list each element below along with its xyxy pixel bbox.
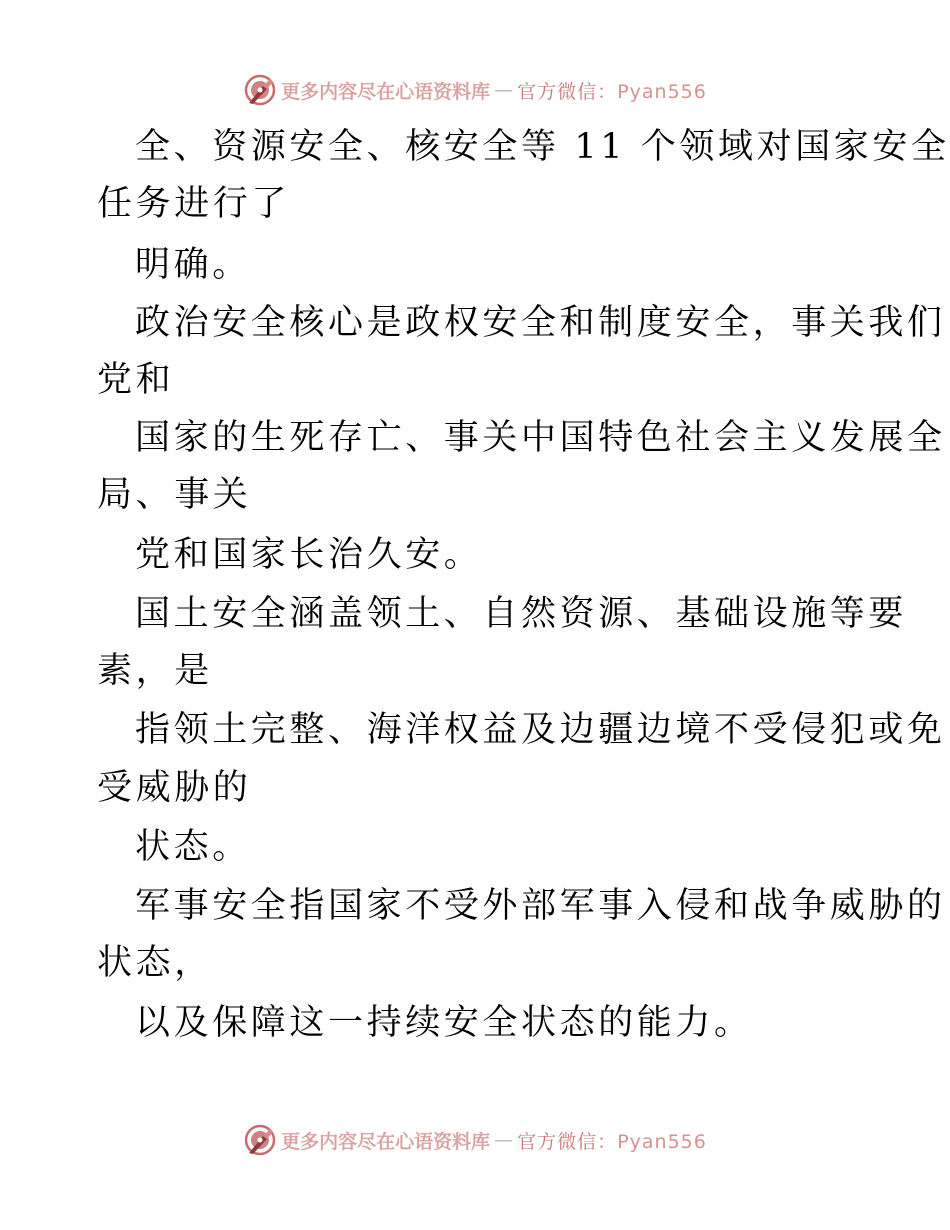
body-line: 全、资源安全、核安全等 11 个领域对国家安全 bbox=[135, 127, 950, 167]
pen-logo-icon bbox=[243, 1123, 277, 1157]
watermark-contact-label: 官方微信： bbox=[517, 1130, 618, 1153]
body-line: 以及保障这一持续安全状态的能力。 bbox=[135, 1003, 753, 1043]
body-line: 政治安全核心是政权安全和制度安全，事关我们 bbox=[135, 303, 946, 343]
body-line: 党和国家长治久安。 bbox=[135, 535, 483, 575]
body-line: 指领土完整、海洋权益及边疆边境不受侵犯或免 bbox=[135, 710, 946, 750]
watermark-contact bbox=[517, 1127, 707, 1154]
body-line: 受威胁的 bbox=[97, 768, 252, 808]
body-line: 党和 bbox=[97, 360, 175, 400]
body-line: 国家的生死存亡、事关中国特色社会主义发展全 bbox=[135, 418, 946, 458]
watermark-contact-label: 官方微信： bbox=[517, 80, 618, 103]
body-line: 国土安全涵盖领土、自然资源、基础设施等要 bbox=[135, 594, 908, 634]
body-line: 军事安全指国家不受外部军事入侵和战争威胁的 bbox=[135, 886, 946, 926]
watermark-contact bbox=[517, 77, 707, 104]
pen-logo-icon bbox=[243, 73, 277, 107]
body-line: 明确。 bbox=[135, 245, 251, 285]
watermark-dash: — bbox=[494, 1129, 514, 1151]
watermark-contact-id: Pyan556 bbox=[617, 1130, 707, 1153]
body-line: 状态， bbox=[97, 943, 213, 983]
body-line: 任务进行了 bbox=[97, 184, 291, 224]
watermark-contact-id: Pyan556 bbox=[617, 80, 707, 103]
watermark-text: 更多内容尽在心语资料库 bbox=[281, 1130, 491, 1153]
footer-watermark bbox=[0, 1122, 950, 1158]
header-watermark bbox=[0, 72, 950, 108]
body-line: 素，是 bbox=[97, 651, 213, 691]
body-line: 局、事关 bbox=[97, 475, 252, 515]
watermark-dash: — bbox=[494, 79, 514, 101]
watermark-text: 更多内容尽在心语资料库 bbox=[281, 80, 491, 103]
body-line: 状态。 bbox=[135, 827, 251, 867]
